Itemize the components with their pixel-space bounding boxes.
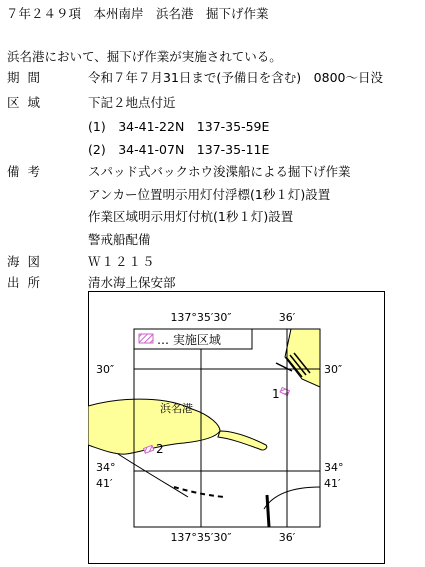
location-map (88, 291, 385, 564)
lon-label-top-1: 137°35′30″ (170, 311, 232, 324)
point-label-1: 1 (272, 387, 280, 401)
remarks-line-3: 作業区域明示用灯付杭(1秒１灯)設置 (88, 209, 294, 224)
label-period: 期間 (7, 70, 49, 85)
chart-value: Ｗ１２１５ (88, 254, 156, 269)
lat-label-right-34: 34° (324, 461, 344, 474)
lon-label-bottom-1: 137°35′30″ (170, 531, 232, 544)
area-line-3: (2) 34-41-07N 137-35-11E (88, 142, 270, 157)
breakwater-south (267, 495, 269, 527)
lat-label-left-41: 41′ (96, 477, 113, 490)
label-remarks: 備考 (7, 164, 49, 179)
label-area: 区域 (7, 95, 49, 110)
lat-label-left-30: 30″ (96, 363, 115, 376)
legend-label: … 実施区域 (157, 333, 221, 347)
lat-label-right-30: 30″ (324, 363, 343, 376)
period-value: 令和７年７月31日まで(予備日を含む) 0800～日没 (88, 70, 383, 85)
legend-swatch (139, 334, 153, 343)
source-value: 清水海上保安部 (88, 275, 176, 290)
lat-label-left-34: 34° (96, 461, 116, 474)
lon-label-top-2: 36′ (278, 311, 296, 324)
lon-label-bottom-2: 36′ (278, 531, 296, 544)
lat-label-right-41: 41′ (324, 477, 341, 490)
area-line-2: (1) 34-41-22N 137-35-59E (88, 119, 270, 134)
notice-intro: 浜名港において、掘下げ作業が実施されている。 (7, 49, 282, 64)
area-line-1: 下記２地点付近 (88, 95, 176, 110)
label-source: 出所 (7, 275, 49, 290)
remarks-line-4: 警戒船配備 (88, 232, 151, 247)
label-chart: 海図 (7, 254, 49, 269)
place-name: 浜名港 (160, 402, 193, 415)
notice-title: ７年２４９項 本州南岸 浜名港 掘下げ作業 (6, 6, 269, 21)
point-label-2: 2 (156, 442, 164, 456)
remarks-line-1: スパッド式バックホウ浚渫船による掘下げ作業 (88, 164, 351, 179)
remarks-line-2: アンカー位置明示用灯付浮標(1秒１灯)設置 (88, 187, 331, 202)
